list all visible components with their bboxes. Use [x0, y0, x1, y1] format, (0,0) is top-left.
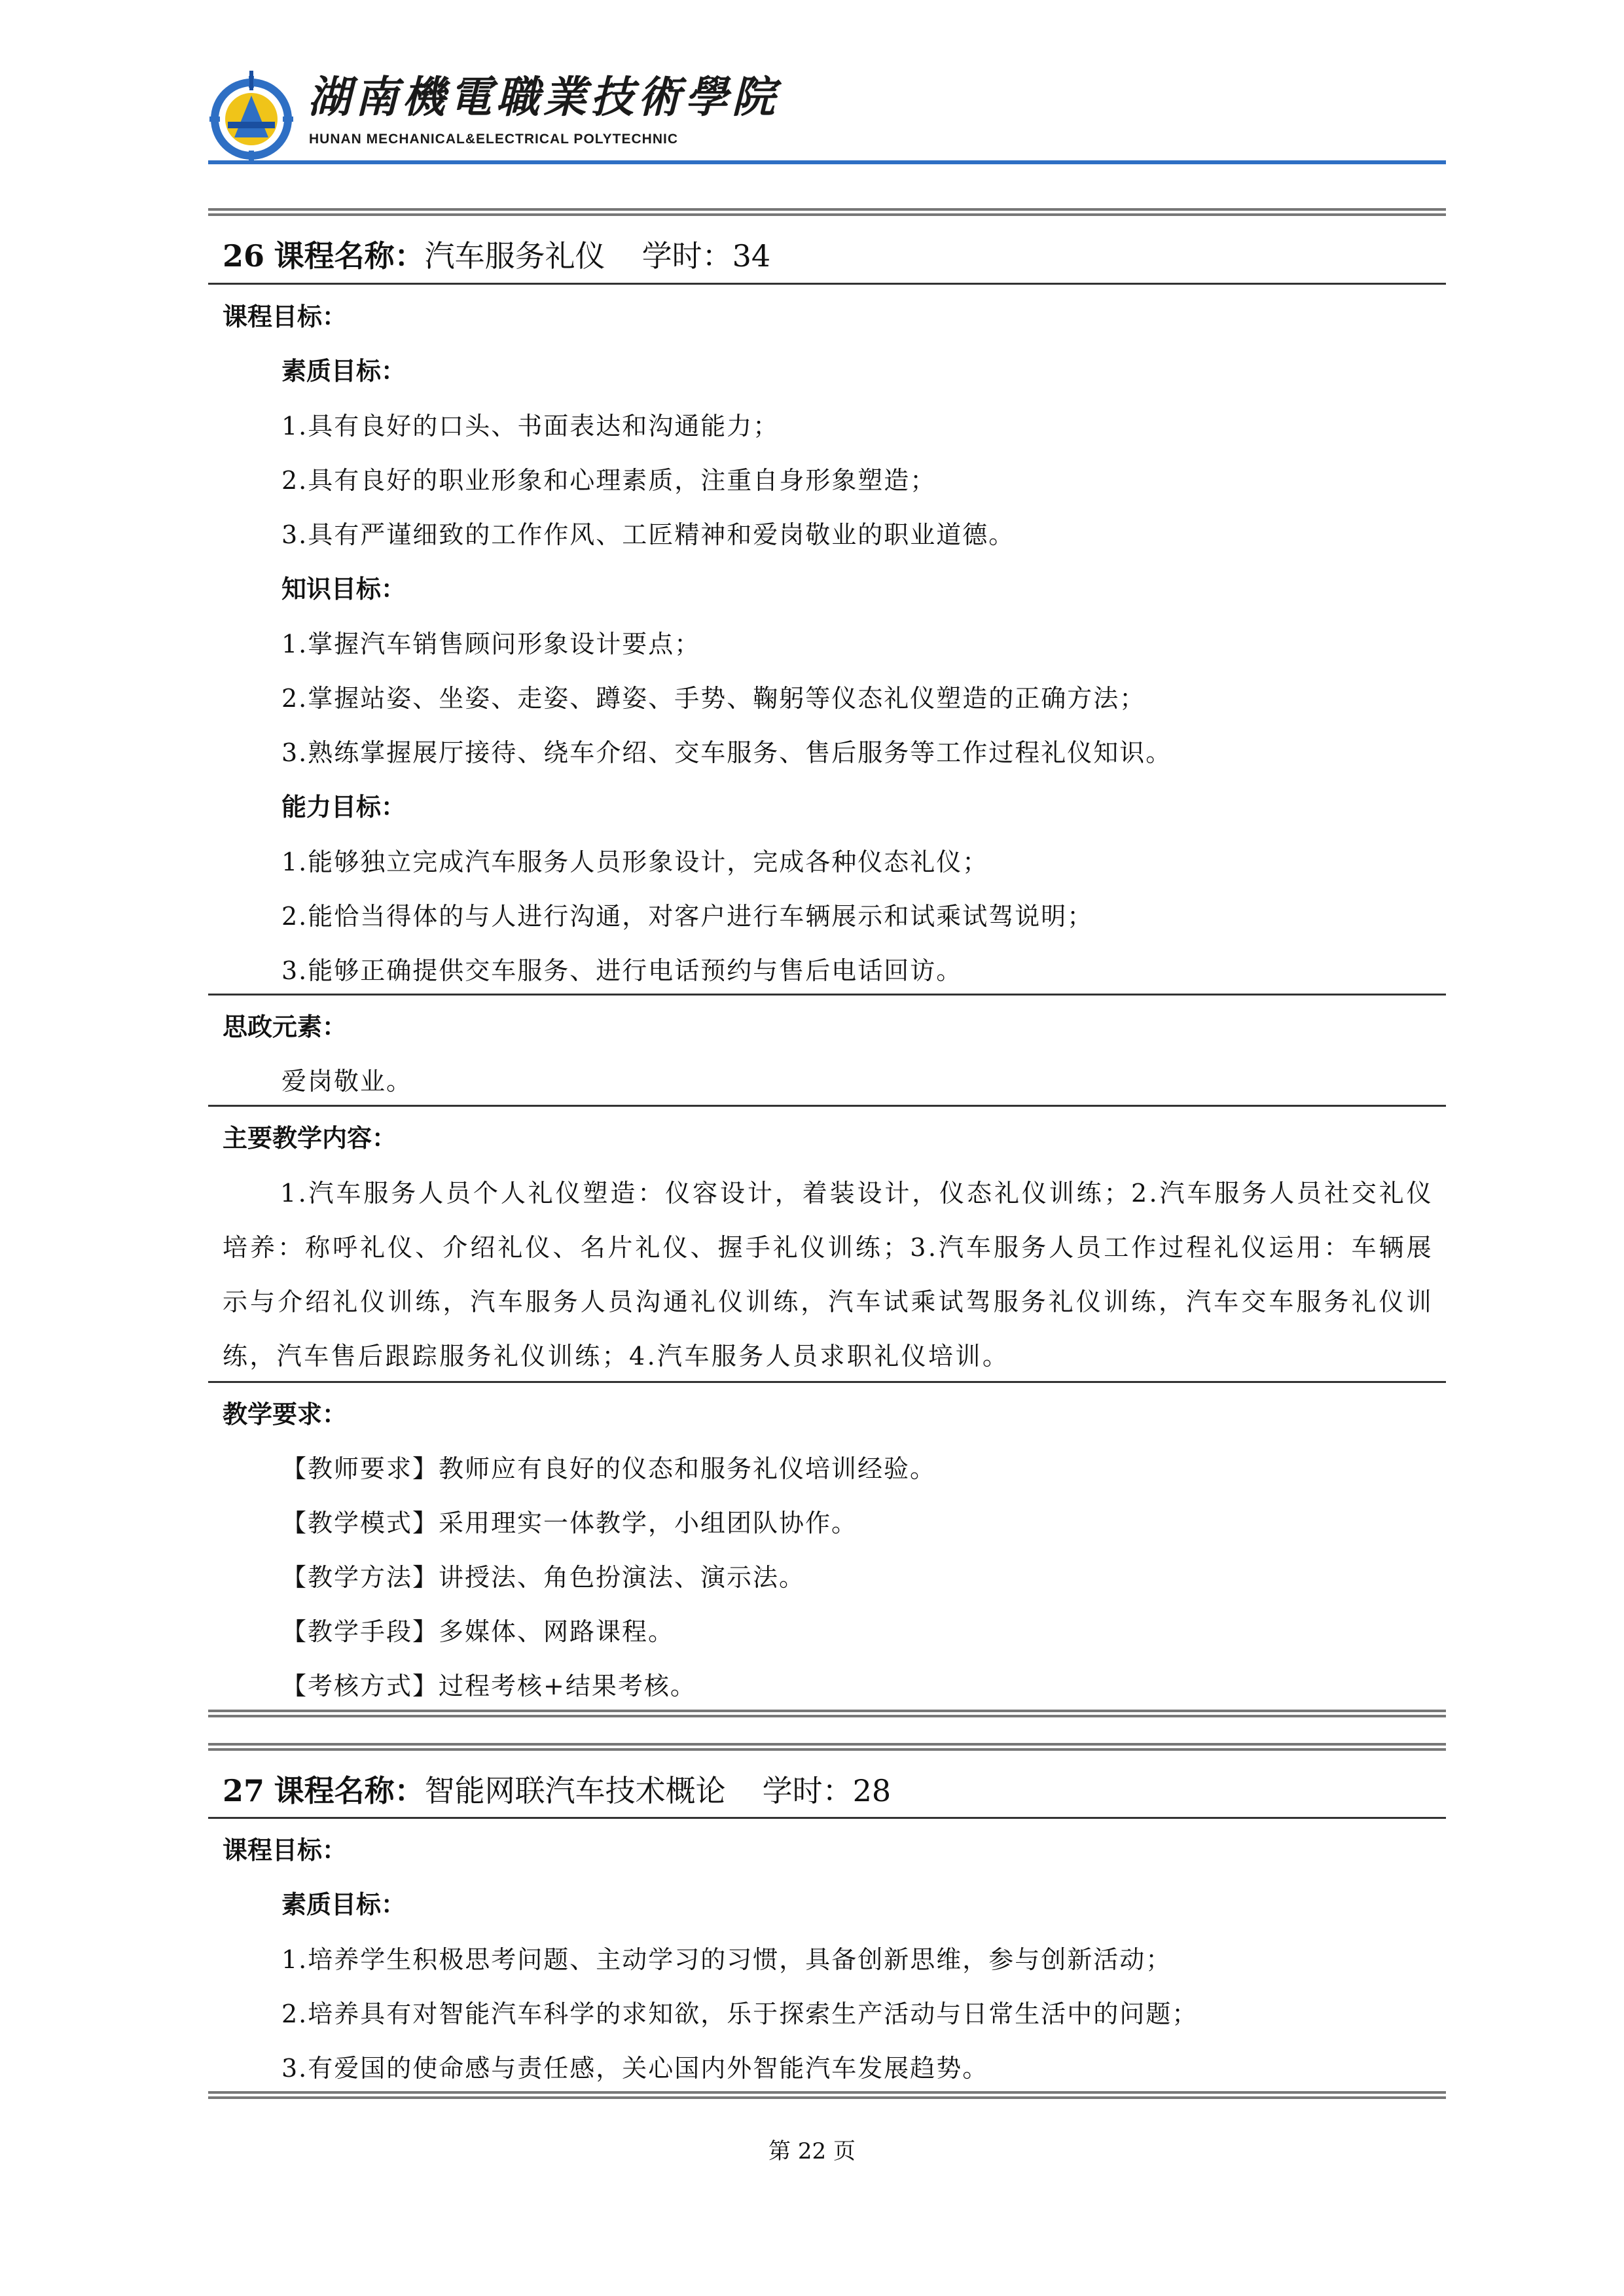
ability-item: 1.能够独立完成汽车服务人员形象设计，完成各种仪态礼仪；: [281, 848, 989, 876]
goals-heading: 课程目标：: [223, 1835, 348, 1865]
ability-heading: 能力目标：: [281, 792, 406, 821]
requirement-item: 【教学模式】采用理实一体教学，小组团队协作。: [281, 1509, 858, 1537]
school-emblem-icon: [208, 69, 295, 162]
header-divider: [208, 160, 1446, 164]
section-rule: [208, 1817, 1446, 1819]
content-heading: 主要教学内容：: [223, 1123, 397, 1153]
course-hours: 28: [852, 1773, 892, 1808]
section-rule: [208, 283, 1446, 285]
course-title: [223, 238, 771, 274]
content-paragraph: 1.汽车服务人员个人礼仪塑造：仪容设计，着装设计，仪态礼仪训练；2.汽车服务人员社交礼仪培养：称呼礼仪、介绍礼仪、名片礼仪、握手礼仪训练；3.汽车服务人员工作过程礼仪运用：车辆展示与介绍礼仪训练，汽车服务人员沟通礼仪训练，汽车试乘试驾服务礼仪训练，汽车交车服务礼仪训练，汽车售后跟踪服务礼仪训练；4.汽车服务人员求职礼仪培训。: [223, 1179, 1434, 1371]
course-title: [223, 1773, 892, 1808]
ideology-text: 爱岗敬业。: [281, 1067, 413, 1096]
page-label-prefix: 第: [768, 2138, 791, 2164]
page-label-suffix: 页: [833, 2138, 856, 2164]
quality-item: 2.培养具有对智能汽车科学的求知欲，乐于探索生产活动与日常生活中的问题；: [281, 2000, 1199, 2028]
page-number-value: 22: [797, 2138, 827, 2164]
requirements-heading: 教学要求：: [223, 1399, 348, 1429]
course-hours: 34: [732, 238, 771, 274]
course-bottom-rule: [208, 1710, 1446, 1717]
course-name: 汽车服务礼仪: [424, 238, 605, 274]
section-rule: [208, 1381, 1446, 1383]
page-number: [0, 2140, 1624, 2162]
knowledge-heading: 知识目标：: [281, 574, 406, 603]
quality-heading: 素质目标：: [281, 1890, 406, 1919]
ability-item: 3.能够正确提供交车服务、进行电话预约与售后电话回访。: [281, 956, 963, 985]
requirement-item: 【教师要求】教师应有良好的仪态和服务礼仪培训经验。: [281, 1454, 937, 1483]
section-rule: [208, 994, 1446, 996]
course-number: 26: [223, 238, 265, 274]
ideology-heading: 思政元素：: [223, 1012, 348, 1041]
course-number: 27: [223, 1773, 265, 1808]
course-name: 智能网联汽车技术概论: [424, 1773, 726, 1808]
course-name-label: 课程名称：: [274, 1773, 425, 1808]
knowledge-item: 1.掌握汽车销售顾问形象设计要点；: [281, 630, 701, 658]
school-name-en: HUNAN MECHANICAL&ELECTRICAL POLYTECHNIC: [309, 132, 679, 147]
requirement-item: 【教学方法】讲授法、角色扮演法、演示法。: [281, 1563, 806, 1592]
quality-item: 2.具有良好的职业形象和心理素质，注重自身形象塑造；: [281, 466, 937, 495]
course-bottom-rule: [208, 2091, 1446, 2099]
section-rule: [208, 1105, 1446, 1107]
course-name-label: 课程名称：: [274, 238, 425, 274]
school-name-cn: 湖南機電職業技術學院: [308, 71, 779, 122]
requirement-item: 【考核方式】过程考核+结果考核。: [281, 1672, 696, 1700]
course-hours-label: 学时：: [641, 238, 732, 274]
quality-item: 3.有爱国的使命感与责任感，关心国内外智能汽车发展趋势。: [281, 2054, 989, 2083]
course-top-rule: [208, 208, 1446, 216]
quality-item: 3.具有严谨细致的工作作风、工匠精神和爱岗敬业的职业道德。: [281, 520, 1015, 549]
course-top-rule: [208, 1743, 1446, 1751]
knowledge-item: 2.掌握站姿、坐姿、走姿、蹲姿、手势、鞠躬等仪态礼仪塑造的正确方法；: [281, 684, 1146, 713]
quality-heading: 素质目标：: [281, 356, 406, 386]
knowledge-item: 3.熟练掌握展厅接待、绕车介绍、交车服务、售后服务等工作过程礼仪知识。: [281, 738, 1172, 767]
ability-item: 2.能恰当得体的与人进行沟通，对客户进行车辆展示和试乘试驾说明；: [281, 902, 1094, 931]
requirement-item: 【教学手段】多媒体、网路课程。: [281, 1617, 675, 1646]
goals-heading: 课程目标：: [223, 302, 348, 331]
course-hours-label: 学时：: [762, 1773, 853, 1808]
quality-item: 1.具有良好的口头、书面表达和沟通能力；: [281, 412, 780, 440]
quality-item: 1.培养学生积极思考问题、主动学习的习惯，具备创新思维，参与创新活动；: [281, 1945, 1172, 1974]
